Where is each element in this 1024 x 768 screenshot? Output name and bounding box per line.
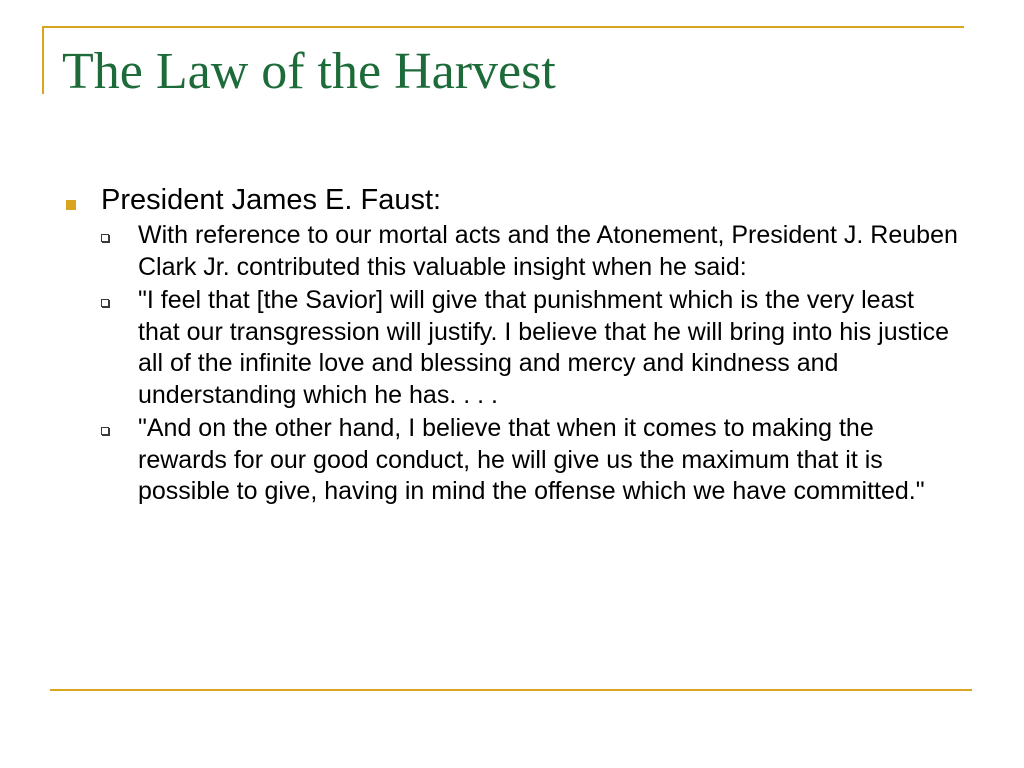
- sub-bullet-item: [60, 285, 960, 411]
- slide-body: [60, 182, 960, 510]
- slide-title: The Law of the Harvest: [62, 43, 556, 100]
- sub-bullet-text: "And on the other hand, I believe that when it comes to making the rewards for our good conduct, he will give us the maximum that it is possible to give, having in mind the offense which we have committed.": [138, 414, 925, 505]
- top-divider: [42, 26, 964, 28]
- hollow-square-bullet-icon: [101, 234, 109, 242]
- hollow-square-bullet-icon: [101, 299, 109, 307]
- bullet-text: President James E. Faust:: [101, 184, 442, 216]
- sub-bullet-item: [60, 413, 960, 508]
- bullet-item: [60, 182, 960, 218]
- sub-bullet-item: [60, 220, 960, 283]
- square-bullet-icon: [66, 200, 76, 210]
- sub-bullet-text: With reference to our mortal acts and the Atonement, President J. Reuben Clark Jr. contributed this valuable insight when he said:: [138, 221, 958, 281]
- sub-bullet-text: "I feel that [the Savior] will give that punishment which is the very least that our transgression will justify. I believe that he will bring into his justice all of the infinite love and blessing and mercy and kindness and understanding which he has. . . .: [138, 286, 950, 409]
- left-divider: [42, 26, 44, 94]
- sub-bullet-list: [60, 220, 960, 508]
- bottom-divider: [50, 689, 972, 691]
- hollow-square-bullet-icon: [101, 427, 109, 435]
